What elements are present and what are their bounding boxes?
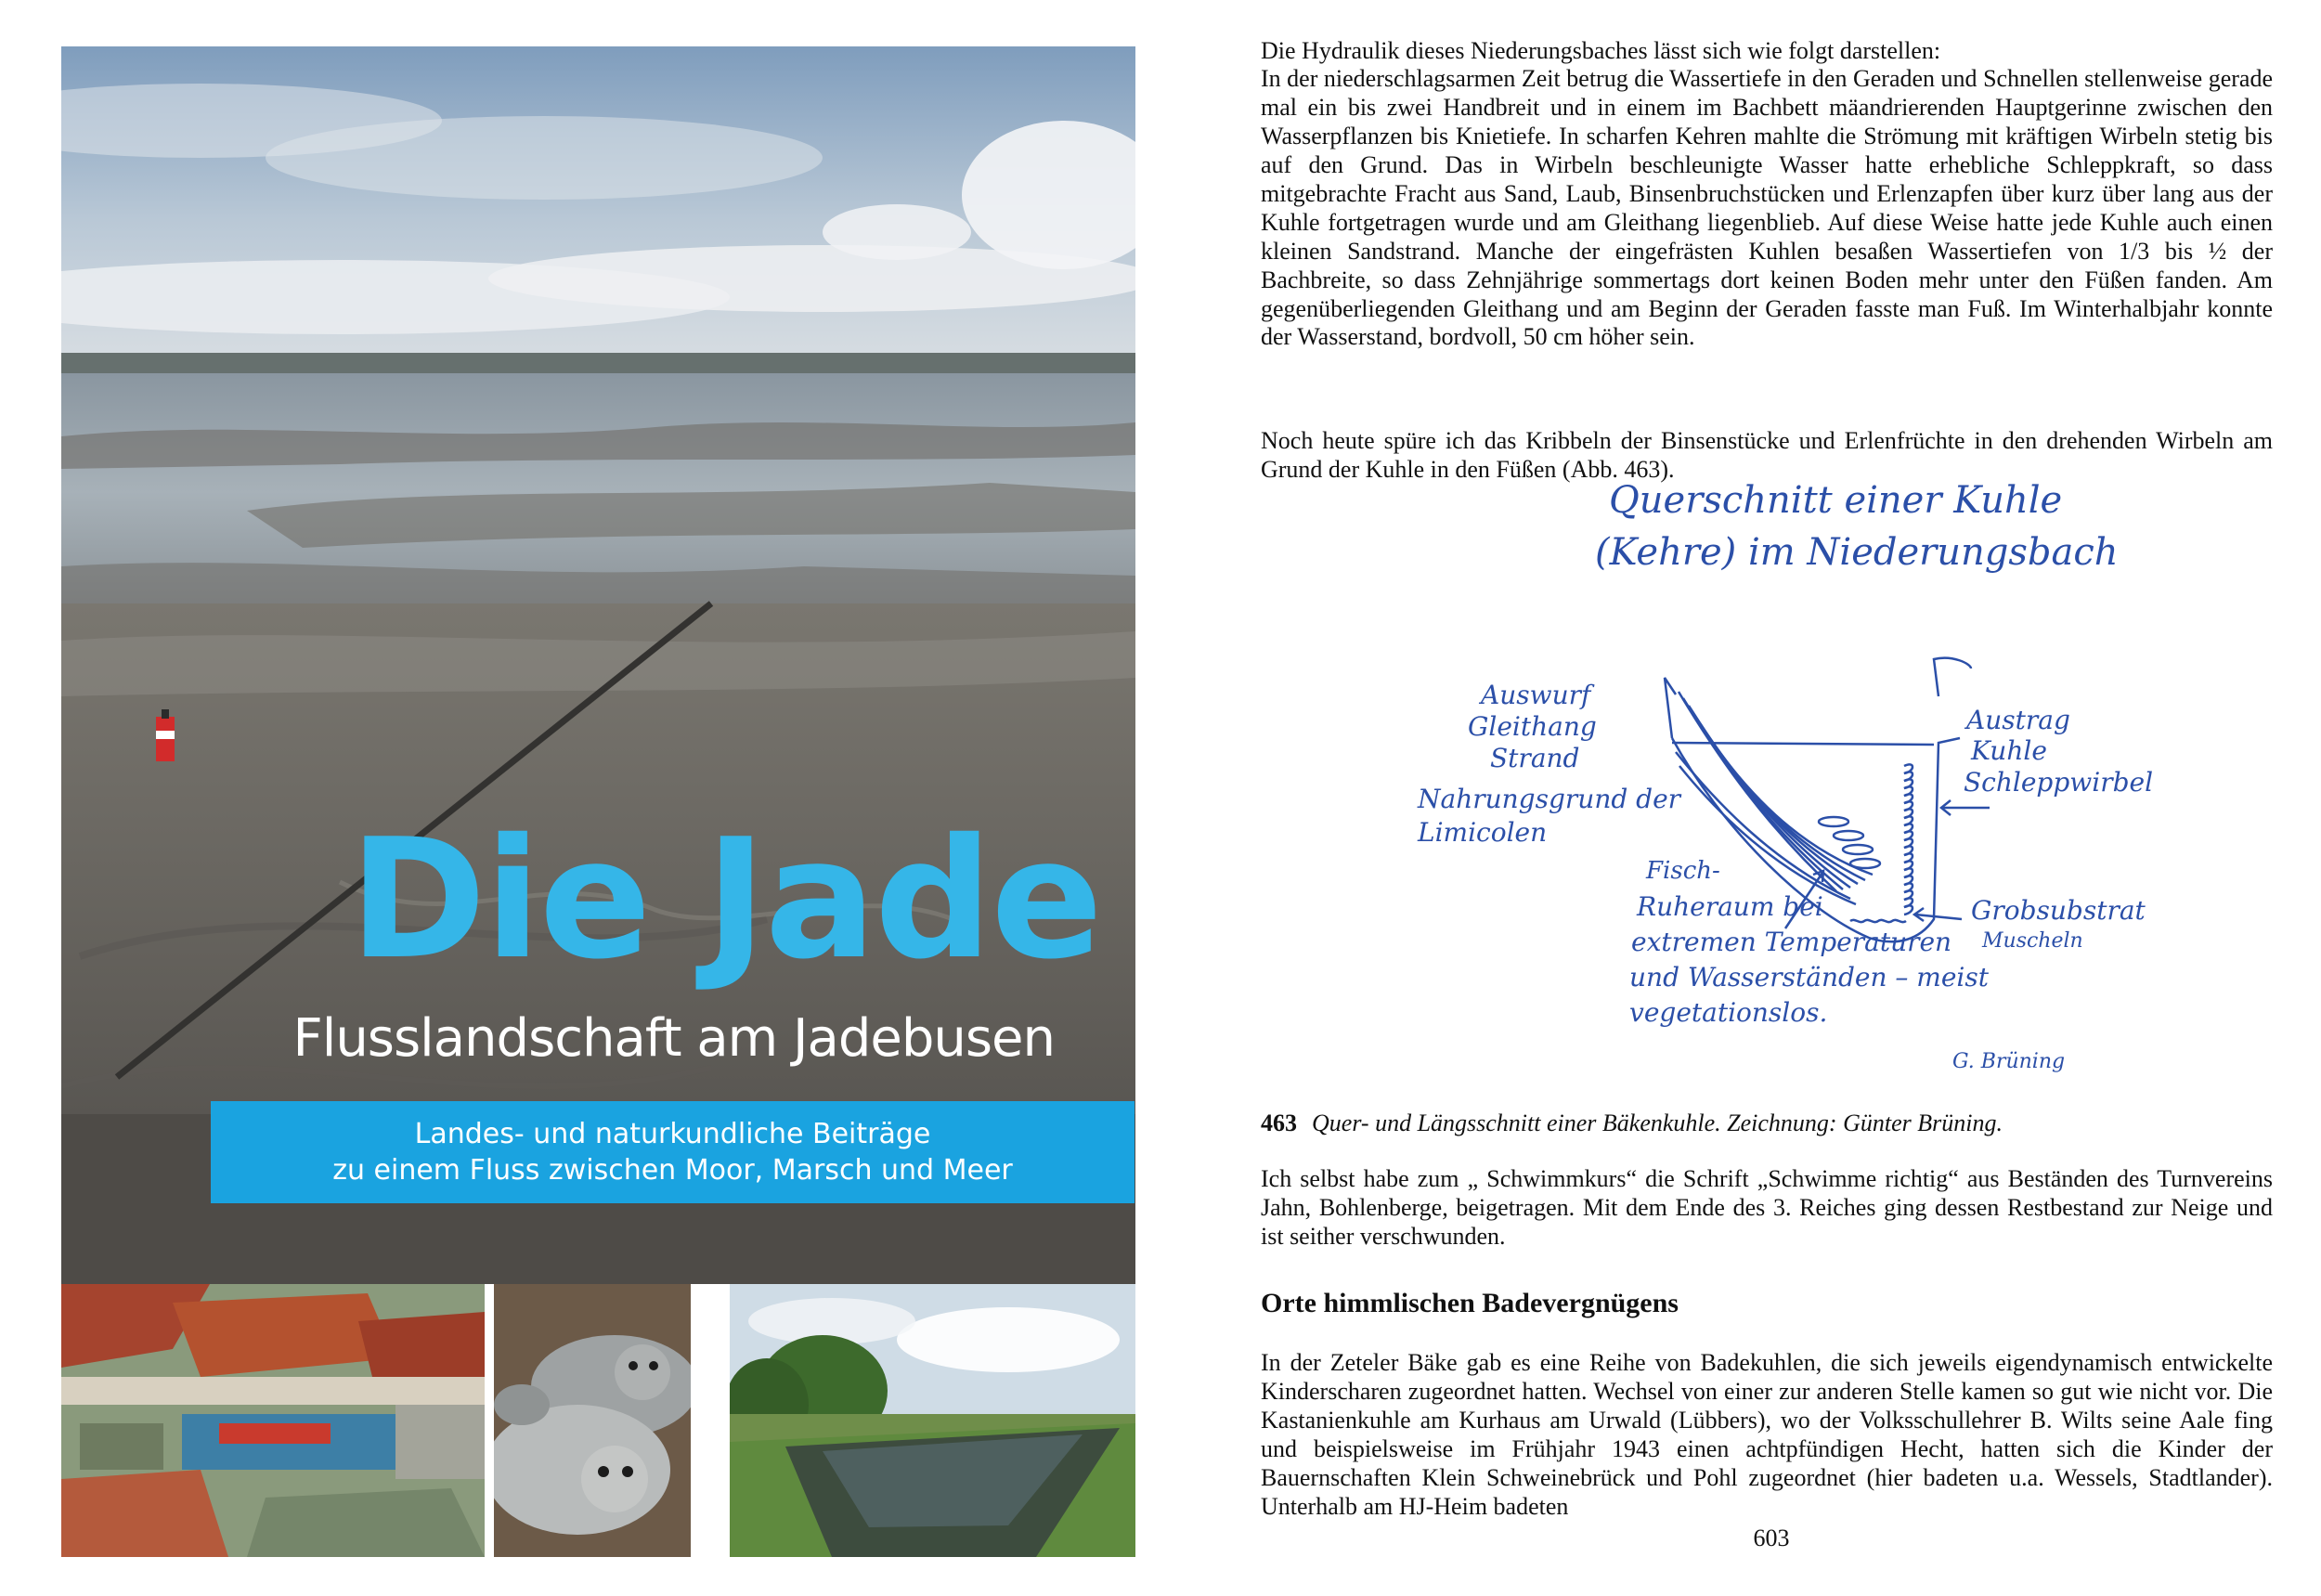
section-heading: Orte himmlischen Badevergnügens: [1261, 1288, 1679, 1318]
sketch-title-line-1: Querschnitt einer Kuhle: [1609, 479, 2063, 522]
sketch-note-line-5: vegetationslos.: [1629, 997, 1828, 1028]
sketch-label-austrag: Austrag: [1966, 705, 2070, 735]
sketch-label-schleppwirbel: Schleppwirbel: [1964, 767, 2154, 798]
cover-aerial-photo: [61, 46, 1135, 1284]
sketch-title-line-2: (Kehre) im Niederungsbach: [1595, 531, 2119, 574]
sketch-label-kuhle: Kuhle: [1971, 735, 2047, 766]
sketch-label-gleithang: Gleithang: [1468, 711, 1597, 742]
sketch-label-auswurf: Auswurf: [1481, 680, 1591, 710]
hand-drawn-cross-section-sketch: [1414, 455, 2157, 1105]
sketch-label-grobsubstrat: Grobsubstrat: [1971, 895, 2146, 926]
cover-title: Die Jade: [349, 803, 1101, 995]
paragraph-hydraulics-intro: Die Hydraulik dieses Niederungsbaches lässt sich wie folgt darstellen:: [1261, 37, 1941, 64]
sketch-note-line-2: Ruheraum bei: [1637, 891, 1823, 922]
book-page: [1261, 37, 2273, 1569]
seals-photo: [494, 1284, 691, 1557]
sketch-label-muscheln: Muscheln: [1982, 929, 2083, 953]
harbor-town-photo: [61, 1284, 485, 1557]
paragraph-swimming-course: Ich selbst habe zum „ Schwimmkurs“ die Schrift „Schwimme richtig“ aus Beständen des Turnvereins Jahn, Bohlenberge, beigetragen. Mit dem Ende des 3. Reiches ging dessen Restbestand zur Neige und ist seither verschwunden.: [1261, 1165, 2273, 1250]
sketch-note-line-3: extremen Temperaturen: [1631, 927, 1952, 957]
cover-tagline-line-2: zu einem Fluss zwischen Moor, Marsch und Meer: [332, 1154, 1013, 1187]
paragraph-water-depth: In der niederschlagsarmen Zeit betrug die Wassertiefe in den Geraden und Schnellen stellenweise gerade mal ein bis zwei Handbreit und in einem im Bachbett mäandrierenden Hauptgerinne zwischen den Wasserpflanzen bis Knietiefe. In scharfen Kehren mahlte die Strömung mit kräftigen Wirbeln stetig bis auf den Grund. Das in Wirbeln beschleunigte Wasser hatte erhebliche Schleppkraft, so dass mitgebrachte Fracht aus Sand, Laub, Binsenbruchstücken und Erlenzapfen über kurz über lang aus der Kuhle fortgetragen wurde und am Gleithang liegenblieb. Auf diese Weise hatte jede Kuhle auch einen kleinen Sandstrand. Manche der eingefrästen Kuhlen besaßen Wassertiefen von 1/3 bis ½ der Bachbreite, so dass Zehnjährige sommertags dort keinen Boden mehr unter den Füßen fanden. Am gegenüberliegenden Gleithang und am Beginn der Geraden fasste man Fuß. Im Winterhalbjahr konnte der Wasserstand, bordvoll, 50 cm höher sein.: [1261, 65, 2273, 351]
cover-subtitle: Flusslandschaft am Jadebusen: [292, 1008, 1055, 1069]
paragraph-bathing-spots: In der Zeteler Bäke gab es eine Reihe von Badekuhlen, die sich jeweils eigendynamisch entwickelte Kinderscharen zugeordnet hatten. Wechsel von einer zur anderen Stelle kamen so gut wie nicht vor. Die Kastanienkuhle am Kurhaus am Urwald (Lübbers), wo der Volksschullehrer B. Wilts seine Aale fing und beispielsweise im Frühjahr 1943 einen achtpfündigen Hecht, hatten sich die Kinder der Bauernschaften Klein Schweinebrück und Pohl zugeordnet (hier badeten u.a. Wessels, Stadtlander). Unterhalb am HJ-Heim badeten: [1261, 1349, 2273, 1520]
sketch-signature: G. Brüning: [1952, 1050, 2066, 1073]
river-landscape-photo: [730, 1284, 1135, 1557]
sketch-label-limicolen: Limicolen: [1418, 817, 1548, 848]
figure-caption-text: Quer- und Längsschnitt einer Bäkenkuhle. Zeichnung: Günter Brüning.: [1312, 1109, 2003, 1136]
figure-caption: [1261, 1109, 2273, 1137]
sketch-note-line-1: Fisch-: [1646, 857, 1720, 885]
cover-tagline-line-1: Landes- und naturkundliche Beiträge: [414, 1118, 931, 1150]
page-number: 603: [1753, 1525, 1790, 1551]
paragraph-memory: Noch heute spüre ich das Kribbeln der Binsenstücke und Erlenfrüchte in den drehenden Wirbeln am Grund der Kuhle in den Füßen (Abb. 463).: [1261, 427, 2273, 483]
sketch-label-nahrungsgrund: Nahrungsgrund der: [1418, 784, 1681, 814]
cover-tagline-band: [211, 1101, 1135, 1203]
sketch-note-line-4: und Wasserständen – meist: [1629, 962, 1989, 993]
sketch-label-strand: Strand: [1490, 743, 1580, 773]
book-cover: [61, 46, 1135, 1557]
figure-number: 463: [1261, 1109, 1297, 1136]
cover-photo-strip: [61, 1284, 1135, 1557]
